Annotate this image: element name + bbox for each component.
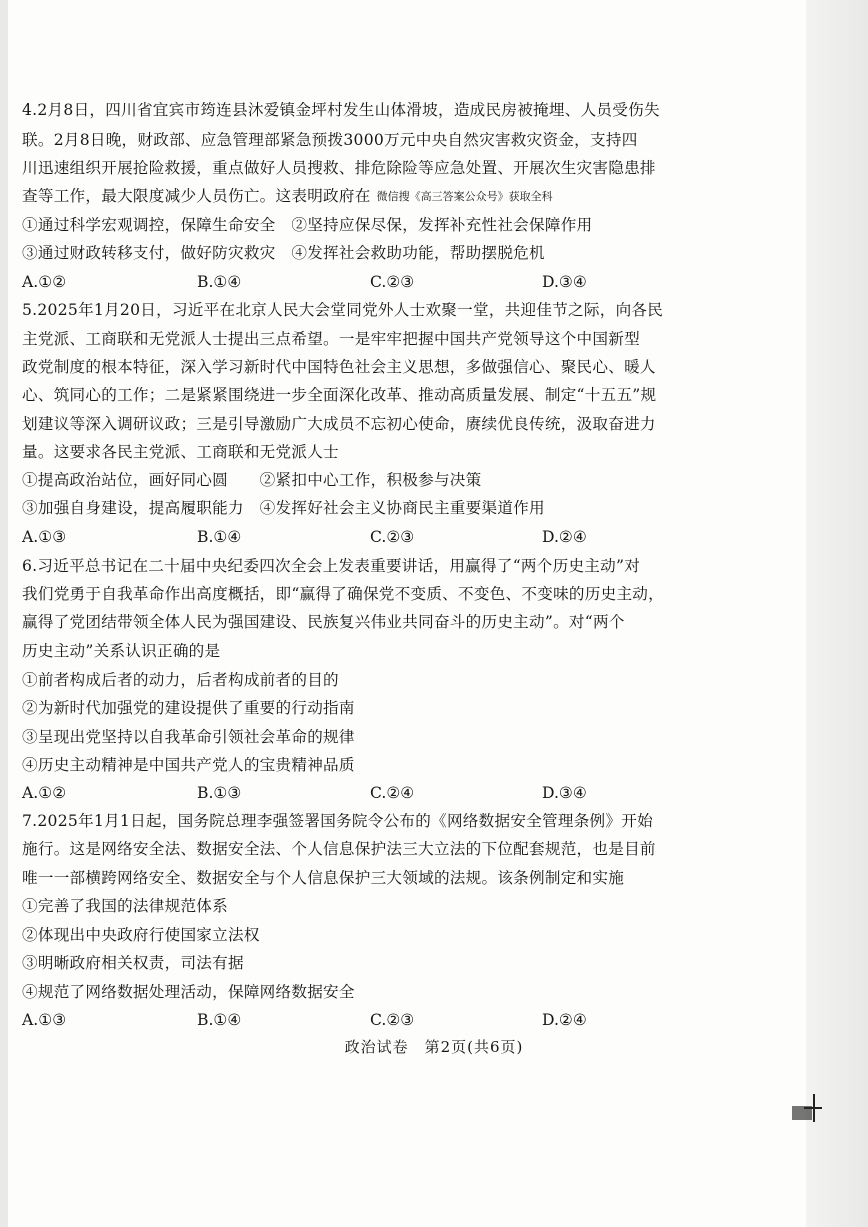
option-a[interactable]: A.①③ xyxy=(22,528,67,546)
question-text-line: 政党制度的根本特征，深入学习新时代中国特色社会主义思想，多做强信心、聚民心、暖人 xyxy=(22,358,656,376)
question-text-line: 唯一一部横跨网络安全、数据安全与个人信息保护三大领域的法规。该条例制定和实施 xyxy=(22,869,625,887)
option-a[interactable]: A.①② xyxy=(22,784,67,802)
statement-line: ①通过科学宏观调控，保障生命安全 ②坚持应保尽保，发挥补充性社会保障作用 xyxy=(22,216,593,234)
option-c[interactable]: C.②③ xyxy=(370,1011,415,1029)
options-row xyxy=(22,783,830,803)
watermark-text: 微信搜《高三答案公众号》获取全科 xyxy=(376,190,553,203)
option-d[interactable]: D.②④ xyxy=(542,528,587,546)
option-a[interactable]: A.①③ xyxy=(22,1011,67,1029)
statement-line: ③通过财政转移支付，做好防灾救灾 ④发挥社会救助功能，帮助摆脱危机 xyxy=(22,244,545,262)
options-row xyxy=(22,1010,830,1030)
option-b[interactable]: B.①④ xyxy=(197,528,242,546)
statement-line: ②体现出中央政府行使国家立法权 xyxy=(22,926,260,944)
question-stem-end: 查等工作，最大限度减少人员伤亡。这表明政府在 xyxy=(22,187,371,205)
option-b[interactable]: B.①④ xyxy=(197,273,242,291)
question-text-line: 心、筑同心的工作；二是紧紧围绕进一步全面深化改革、推动高质量发展、制定“十五五”规 xyxy=(22,386,657,404)
option-d[interactable]: D.③④ xyxy=(542,273,587,291)
statement-line: ①提高政治站位，画好同心圆 ②紧扣中心工作，积极参与决策 xyxy=(22,471,482,489)
question-text-line xyxy=(22,186,553,207)
question-text-line: 6.习近平总书记在二十届中央纪委四次全会上发表重要讲话，用赢得了“两个历史主动”对 xyxy=(22,557,641,575)
question-text-line: 7.2025年1月1日起，国务院总理李强签署国务院令公布的《网络数据安全管理条例》开始 xyxy=(22,812,653,830)
options-row xyxy=(22,527,830,547)
statement-line: ④历史主动精神是中国共产党人的宝贵精神品质 xyxy=(22,756,355,774)
statement-line: ②为新时代加强党的建设提供了重要的行动指南 xyxy=(22,699,355,717)
option-b[interactable]: B.①③ xyxy=(197,784,242,802)
question-text-line: 主党派、工商联和无党派人士提出三点希望。一是牢牢把握中国共产党领导这个中国新型 xyxy=(22,330,640,348)
question-text-line: 川迅速组织开展抢险救援，重点做好人员搜救、排危除险等应急处置、开展次生灾害隐患排 xyxy=(22,159,656,177)
question-text-line: 我们党勇于自我革命作出高度概括，即“赢得了确保党不变质、不变色、不变味的历史主动， xyxy=(22,585,664,603)
question-text-line: 量。这要求各民主党派、工商联和无党派人士 xyxy=(22,443,339,461)
statement-line: ③呈现出党坚持以自我革命引领社会革命的规律 xyxy=(22,728,355,746)
option-b[interactable]: B.①④ xyxy=(197,1011,242,1029)
question-text-line: 联。2月8日晚，财政部、应急管理部紧急预拨3000万元中央自然灾害救灾资金，支持四 xyxy=(22,131,638,149)
option-c[interactable]: C.②③ xyxy=(370,273,415,291)
question-text-line: 5.2025年1月20日，习近平在北京人民大会堂同党外人士欢聚一堂，共迎佳节之际，向各民 xyxy=(22,301,664,319)
options-row xyxy=(22,272,830,292)
option-a[interactable]: A.①② xyxy=(22,273,67,291)
option-d[interactable]: D.②④ xyxy=(542,1011,587,1029)
registration-mark-icon xyxy=(790,1092,822,1124)
statement-line: ③加强自身建设，提高履职能力 ④发挥好社会主义协商民主重要渠道作用 xyxy=(22,499,545,517)
statement-line: ①前者构成后者的动力，后者构成前者的目的 xyxy=(22,671,339,689)
question-text-line: 赢得了党团结带领全体人民为强国建设、民族复兴伟业共同奋斗的历史主动”。对“两个 xyxy=(22,613,625,631)
statement-line: ①完善了我国的法律规范体系 xyxy=(22,897,228,915)
question-text-line: 历史主动”关系认识正确的是 xyxy=(22,642,221,660)
question-text-line: 施行。这是网络安全法、数据安全法、个人信息保护法三大立法的下位配套规范，也是目前 xyxy=(22,840,656,858)
option-c[interactable]: C.②④ xyxy=(370,784,415,802)
question-text-line: 划建议等深入调研议政；三是引导激励广大成员不忘初心使命，赓续优良传统，汲取奋进力 xyxy=(22,415,656,433)
statement-line: ③明晰政府相关权责，司法有据 xyxy=(22,954,244,972)
option-c[interactable]: C.②③ xyxy=(370,528,415,546)
page-footer: 政治试卷 第2页(共6页) xyxy=(344,1038,524,1056)
statement-line: ④规范了网络数据处理活动，保障网络数据安全 xyxy=(22,983,355,1001)
question-text-line: 4.2月8日，四川省宜宾市筠连县沐爱镇金坪村发生山体滑坡，造成民房被掩埋、人员受伤失 xyxy=(22,101,660,119)
option-d[interactable]: D.③④ xyxy=(542,784,587,802)
